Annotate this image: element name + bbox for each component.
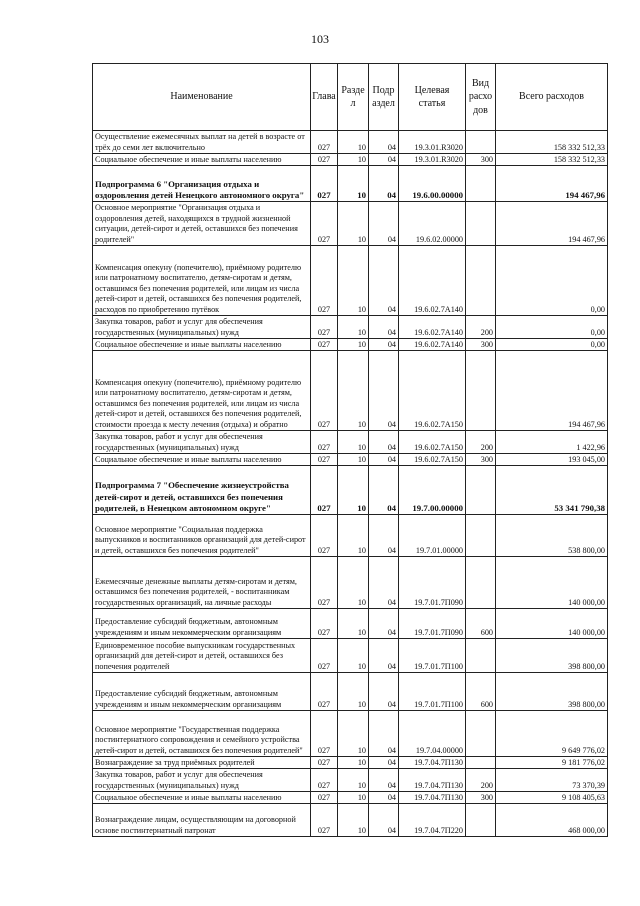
cell-chapter: 027	[311, 454, 338, 466]
cell-name: Социальное обеспечение и иные выплаты населению	[93, 154, 311, 166]
cell-name: Основное мероприятие "Организация отдыха и оздоровления детей, находящихся в трудной жизненной ситуации, детей-сирот и детей, оставшихся без попечения родителей"	[93, 202, 311, 246]
cell-expense-type: 200	[466, 769, 496, 792]
cell-section: 10	[338, 202, 369, 246]
cell-section: 10	[338, 769, 369, 792]
cell-subsection: 04	[369, 431, 399, 454]
header-expense-type: Вид расхо дов	[466, 64, 496, 131]
header-name: Наименование	[93, 64, 311, 131]
cell-chapter: 027	[311, 431, 338, 454]
cell-section: 10	[338, 454, 369, 466]
cell-name: Вознаграждение за труд приёмных родителей	[93, 757, 311, 769]
cell-expense-type	[466, 757, 496, 769]
cell-chapter: 027	[311, 792, 338, 804]
cell-expense-type: 300	[466, 454, 496, 466]
cell-expense-type	[466, 246, 496, 316]
cell-name: Компенсация опекуну (попечителю), приёмному родителю или патронатному воспитателю, детям-сиротам и детям, оставшимся без попечения родителей, или лицам из числа детей-сирот и детей, оставшихся без попечения родителей, расходов по приобретению путёвок	[93, 246, 311, 316]
cell-article: 19.7.01.7П090	[399, 609, 466, 639]
cell-total: 158 332 512,33	[496, 131, 608, 154]
table-row	[93, 131, 608, 154]
cell-name: Закупка товаров, работ и услуг для обеспечения государственных (муниципальных) нужд	[93, 431, 311, 454]
cell-total: 9 108 405,63	[496, 792, 608, 804]
header-section: Разде л	[338, 64, 369, 131]
table-row	[93, 673, 608, 711]
cell-article: 19.7.04.7П130	[399, 769, 466, 792]
header-subsection: Подр аздел	[369, 64, 399, 131]
cell-article: 19.7.04.7П130	[399, 792, 466, 804]
cell-chapter: 027	[311, 131, 338, 154]
cell-subsection: 04	[369, 804, 399, 837]
cell-name: Единовременное пособие выпускникам государственных организаций для детей-сирот и детей, оставшихся без попечения родителей	[93, 639, 311, 673]
cell-total: 1 422,96	[496, 431, 608, 454]
cell-total: 0,00	[496, 339, 608, 351]
cell-subsection: 04	[369, 711, 399, 757]
cell-total: 194 467,96	[496, 166, 608, 202]
cell-article: 19.6.02.7А150	[399, 454, 466, 466]
cell-subsection: 04	[369, 609, 399, 639]
cell-subsection: 04	[369, 202, 399, 246]
header-total: Всего расходов	[496, 64, 608, 131]
table-row	[93, 202, 608, 246]
table-row	[93, 769, 608, 792]
cell-total: 0,00	[496, 246, 608, 316]
cell-chapter: 027	[311, 804, 338, 837]
cell-subsection: 04	[369, 246, 399, 316]
cell-article: 19.7.04.7П220	[399, 804, 466, 837]
cell-article: 19.6.02.7А150	[399, 351, 466, 431]
header-chapter: Глава	[311, 64, 338, 131]
header-row	[93, 64, 608, 131]
cell-subsection: 04	[369, 557, 399, 609]
cell-subsection: 04	[369, 673, 399, 711]
table-row	[93, 757, 608, 769]
cell-expense-type	[466, 131, 496, 154]
page-number: 103	[311, 32, 329, 46]
cell-chapter: 027	[311, 246, 338, 316]
cell-article: 19.7.04.7П130	[399, 757, 466, 769]
cell-chapter: 027	[311, 316, 338, 339]
cell-subsection: 04	[369, 639, 399, 673]
cell-article: 19.7.01.7П100	[399, 639, 466, 673]
cell-section: 10	[338, 131, 369, 154]
cell-total: 193 045,00	[496, 454, 608, 466]
cell-chapter: 027	[311, 609, 338, 639]
cell-total: 140 000,00	[496, 609, 608, 639]
header-article: Целевая статья	[399, 64, 466, 131]
cell-subsection: 04	[369, 166, 399, 202]
cell-article: 19.7.01.7П100	[399, 673, 466, 711]
cell-total: 140 000,00	[496, 557, 608, 609]
cell-expense-type	[466, 466, 496, 515]
cell-total: 9 649 776,02	[496, 711, 608, 757]
cell-subsection: 04	[369, 769, 399, 792]
cell-chapter: 027	[311, 639, 338, 673]
cell-total: 398 800,00	[496, 673, 608, 711]
cell-subsection: 04	[369, 131, 399, 154]
cell-subsection: 04	[369, 339, 399, 351]
cell-section: 10	[338, 339, 369, 351]
cell-subsection: 04	[369, 466, 399, 515]
cell-section: 10	[338, 639, 369, 673]
cell-article: 19.6.02.00000	[399, 202, 466, 246]
cell-chapter: 027	[311, 154, 338, 166]
cell-name: Осуществление ежемесячных выплат на детей в возрасте от трёх до семи лет включительно	[93, 131, 311, 154]
cell-total: 53 341 790,38	[496, 466, 608, 515]
cell-section: 10	[338, 351, 369, 431]
cell-expense-type	[466, 711, 496, 757]
cell-name: Предоставление субсидий бюджетным, автономным учреждениям и иным некоммерческим организациям	[93, 673, 311, 711]
cell-expense-type	[466, 804, 496, 837]
cell-section: 10	[338, 557, 369, 609]
cell-expense-type: 600	[466, 609, 496, 639]
table-row	[93, 639, 608, 673]
cell-expense-type: 300	[466, 154, 496, 166]
table-row	[93, 466, 608, 515]
cell-chapter: 027	[311, 711, 338, 757]
cell-chapter: 027	[311, 466, 338, 515]
cell-name: Компенсация опекуну (попечителю), приёмному родителю или патронатному воспитателю, детям-сиротам и детям, оставшимся без попечения родителей, или лицам из числа детей-сирот и детей, оставшихся без попечения родителей, стоимости проезда к месту лечения (отдыха) и обратно	[93, 351, 311, 431]
table-row	[93, 804, 608, 837]
cell-chapter: 027	[311, 202, 338, 246]
cell-chapter: 027	[311, 757, 338, 769]
cell-expense-type: 300	[466, 339, 496, 351]
cell-name: Основное мероприятие "Социальная поддержка выпускников и воспитанников организаций для детей-сирот и детей, оставшихся без попечения родителей"	[93, 515, 311, 557]
cell-total: 468 000,00	[496, 804, 608, 837]
cell-total: 73 370,39	[496, 769, 608, 792]
table-row	[93, 609, 608, 639]
cell-name: Ежемесячные денежные выплаты детям-сиротам и детям, оставшимся без попечения родителей, - воспитанникам государственных организаций, на личные расходы	[93, 557, 311, 609]
table-row	[93, 246, 608, 316]
cell-chapter: 027	[311, 557, 338, 609]
cell-name: Вознаграждение лицам, осуществляющим на договорной основе постинтернатный патронат	[93, 804, 311, 837]
table-row	[93, 316, 608, 339]
cell-section: 10	[338, 515, 369, 557]
budget-table	[92, 63, 608, 837]
cell-subsection: 04	[369, 454, 399, 466]
cell-section: 10	[338, 792, 369, 804]
cell-section: 10	[338, 673, 369, 711]
cell-total: 0,00	[496, 316, 608, 339]
cell-total: 538 800,00	[496, 515, 608, 557]
cell-total: 398 800,00	[496, 639, 608, 673]
table-row	[93, 711, 608, 757]
cell-expense-type	[466, 351, 496, 431]
cell-name: Предоставление субсидий бюджетным, автономным учреждениям и иным некоммерческим организациям	[93, 609, 311, 639]
cell-name: Социальное обеспечение и иные выплаты населению	[93, 792, 311, 804]
cell-article: 19.7.01.7П090	[399, 557, 466, 609]
cell-expense-type	[466, 557, 496, 609]
table-row	[93, 557, 608, 609]
table-row	[93, 431, 608, 454]
cell-section: 10	[338, 757, 369, 769]
cell-expense-type: 200	[466, 431, 496, 454]
table-row	[93, 351, 608, 431]
table-header	[93, 64, 608, 131]
cell-expense-type: 600	[466, 673, 496, 711]
cell-total: 9 181 776,02	[496, 757, 608, 769]
cell-article: 19.6.00.00000	[399, 166, 466, 202]
cell-total: 158 332 512,33	[496, 154, 608, 166]
cell-subsection: 04	[369, 515, 399, 557]
table-row	[93, 339, 608, 351]
cell-subsection: 04	[369, 792, 399, 804]
cell-name: Основное мероприятие "Государственная поддержка постинтернатного сопровождения и семейного устройства детей-сирот и детей, оставшихся без попечения родителей"	[93, 711, 311, 757]
cell-section: 10	[338, 316, 369, 339]
cell-chapter: 027	[311, 351, 338, 431]
cell-total: 194 467,96	[496, 351, 608, 431]
cell-section: 10	[338, 804, 369, 837]
table-row	[93, 515, 608, 557]
table-row	[93, 166, 608, 202]
cell-chapter: 027	[311, 166, 338, 202]
cell-name: Подпрограмма 7 "Обеспечение жизнеустройства детей-сирот и детей, оставшихся без попечения родителей, в Ненецком автономном округе"	[93, 466, 311, 515]
cell-subsection: 04	[369, 154, 399, 166]
cell-expense-type	[466, 515, 496, 557]
cell-article: 19.6.02.7А140	[399, 246, 466, 316]
cell-article: 19.3.01.R3020	[399, 131, 466, 154]
cell-section: 10	[338, 154, 369, 166]
cell-name: Подпрограмма 6 "Организация отдыха и оздоровления детей Ненецкого автономного округа"	[93, 166, 311, 202]
cell-expense-type	[466, 639, 496, 673]
cell-chapter: 027	[311, 515, 338, 557]
cell-name: Социальное обеспечение и иные выплаты населению	[93, 454, 311, 466]
table-row	[93, 792, 608, 804]
cell-expense-type: 200	[466, 316, 496, 339]
cell-article: 19.6.02.7А140	[399, 339, 466, 351]
cell-chapter: 027	[311, 339, 338, 351]
cell-section: 10	[338, 166, 369, 202]
cell-section: 10	[338, 711, 369, 757]
cell-subsection: 04	[369, 757, 399, 769]
cell-expense-type: 300	[466, 792, 496, 804]
cell-section: 10	[338, 466, 369, 515]
cell-article: 19.3.01.R3020	[399, 154, 466, 166]
cell-name: Закупка товаров, работ и услуг для обеспечения государственных (муниципальных) нужд	[93, 769, 311, 792]
cell-article: 19.7.00.00000	[399, 466, 466, 515]
cell-article: 19.7.04.00000	[399, 711, 466, 757]
cell-expense-type	[466, 202, 496, 246]
cell-chapter: 027	[311, 673, 338, 711]
cell-section: 10	[338, 609, 369, 639]
cell-name: Закупка товаров, работ и услуг для обеспечения государственных (муниципальных) нужд	[93, 316, 311, 339]
cell-name: Социальное обеспечение и иные выплаты населению	[93, 339, 311, 351]
cell-chapter: 027	[311, 769, 338, 792]
table-row	[93, 154, 608, 166]
cell-expense-type	[466, 166, 496, 202]
cell-subsection: 04	[369, 316, 399, 339]
cell-article: 19.6.02.7А140	[399, 316, 466, 339]
table-row	[93, 454, 608, 466]
cell-total: 194 467,96	[496, 202, 608, 246]
table-body	[93, 131, 608, 837]
cell-article: 19.7.01.00000	[399, 515, 466, 557]
cell-subsection: 04	[369, 351, 399, 431]
cell-section: 10	[338, 431, 369, 454]
cell-article: 19.6.02.7А150	[399, 431, 466, 454]
cell-section: 10	[338, 246, 369, 316]
